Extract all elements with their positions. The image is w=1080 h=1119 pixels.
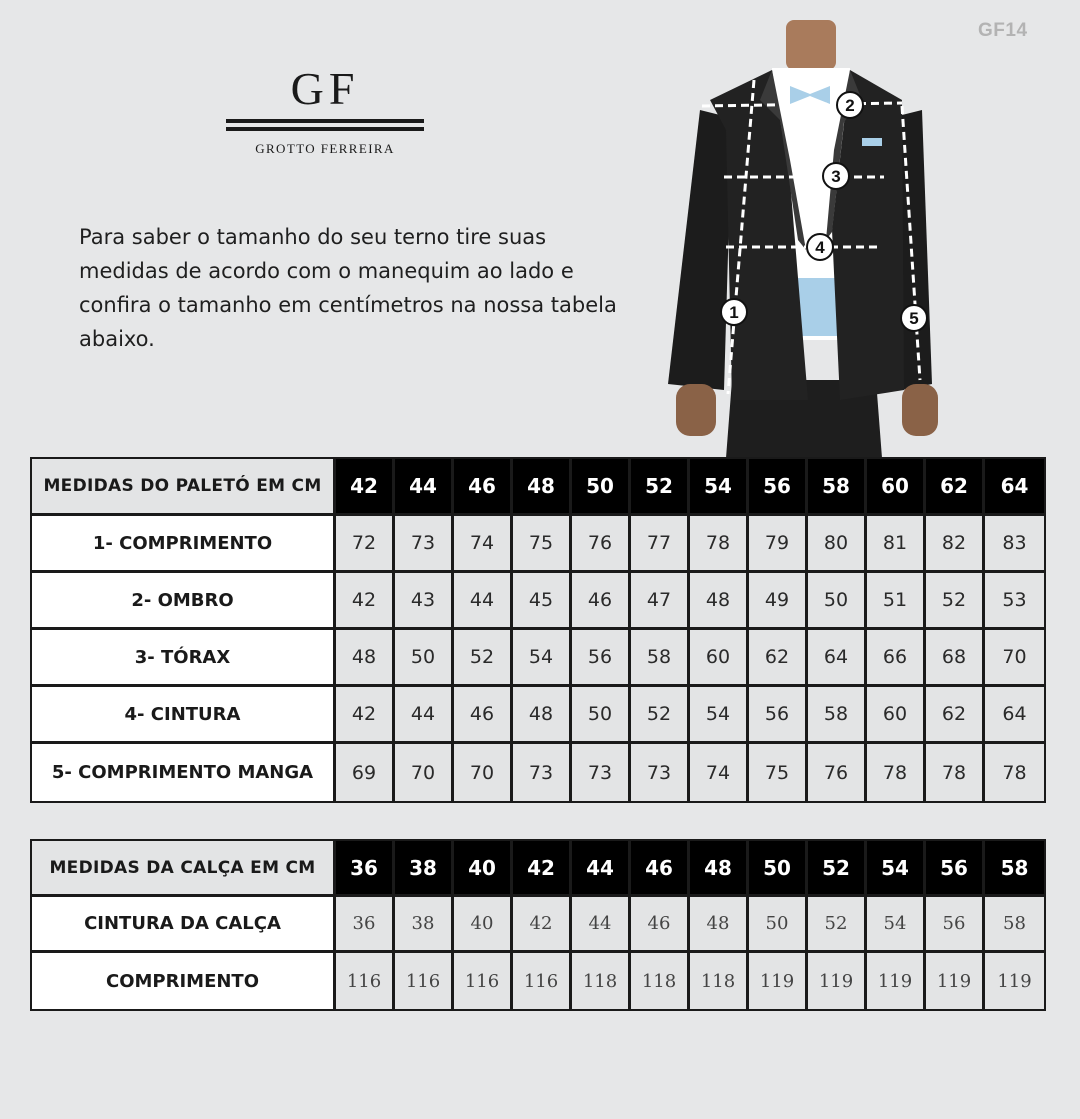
measurement-cell: 78 [926,744,985,801]
row-label: 1- COMPRIMENTO [32,516,336,573]
measurement-cell: 73 [395,516,454,573]
logo-lines [226,119,424,131]
marker-5 [901,305,927,331]
measurement-cell: 62 [926,687,985,744]
measurement-cell: 118 [631,953,690,1009]
table-header-row [32,459,1044,516]
measurement-cell: 48 [513,687,572,744]
measurement-cell: 62 [749,630,808,687]
size-header-cell: 56 [926,841,985,897]
left-sleeve-shape [668,110,732,390]
measurement-cell: 75 [749,744,808,801]
measurement-cell: 54 [513,630,572,687]
marker-1 [721,299,747,325]
measurement-cell: 44 [395,687,454,744]
measurement-cell: 46 [631,897,690,953]
row-label: 3- TÓRAX [32,630,336,687]
measurement-cell: 48 [336,630,395,687]
measurement-cell: 58 [631,630,690,687]
measurement-cell: 52 [808,897,867,953]
pocket-square [862,138,882,146]
measurement-cell: 50 [749,897,808,953]
size-header-cell: 52 [808,841,867,897]
measurement-cell: 50 [572,687,631,744]
measurement-cell: 50 [395,630,454,687]
measurement-cell: 44 [572,897,631,953]
measurement-cell: 44 [454,573,513,630]
measurement-cell: 45 [513,573,572,630]
measurement-cell: 76 [808,744,867,801]
measurement-cell: 51 [867,573,926,630]
measurement-cell: 66 [867,630,926,687]
measurement-cell: 78 [985,744,1044,801]
measurement-cell: 68 [926,630,985,687]
marker-1-label: 1 [729,303,739,322]
row-label: CINTURA DA CALÇA [32,897,336,953]
left-hand-shape [676,384,716,436]
measurement-cell: 118 [572,953,631,1009]
measurement-cell: 52 [926,573,985,630]
size-header-cell: 36 [336,841,395,897]
size-header-cell: 40 [454,841,513,897]
measurement-cell: 53 [985,573,1044,630]
measurement-cell: 76 [572,516,631,573]
intro-text: Para saber o tamanho do seu terno tire suas medidas de acordo com o manequim ao lado e confira o tamanho em centímetros na nossa tabela abaixo. [79,225,617,351]
size-header-cell: 54 [690,459,749,516]
logo-line [226,119,424,123]
size-header-cell: 44 [572,841,631,897]
measurement-cell: 69 [336,744,395,801]
size-header-cell: 46 [454,459,513,516]
measurement-cell: 72 [336,516,395,573]
marker-3 [823,163,849,189]
measurement-cell: 60 [867,687,926,744]
measurement-cell: 48 [690,573,749,630]
measurement-cell: 38 [395,897,454,953]
size-header-cell: 52 [631,459,690,516]
brand-logo [226,64,424,157]
neck-shape [786,20,836,70]
measurement-cell: 78 [867,744,926,801]
row-label: 4- CINTURA [32,687,336,744]
measurement-cell: 82 [926,516,985,573]
marker-3-label: 3 [831,167,841,186]
measurement-cell: 73 [513,744,572,801]
marker-2-label: 2 [845,96,855,115]
size-header-cell: 60 [867,459,926,516]
measurement-cell: 119 [926,953,985,1009]
measurement-cell: 56 [572,630,631,687]
size-header-cell: 56 [749,459,808,516]
row-label: COMPRIMENTO [32,953,336,1009]
measurement-cell: 73 [631,744,690,801]
pants-size-table [30,839,1046,1011]
measurement-cell: 64 [985,687,1044,744]
table-row [32,897,1044,953]
measurement-cell: 79 [749,516,808,573]
measurement-cell: 74 [454,516,513,573]
product-code: GF14 [978,20,1028,41]
table-header-label: MEDIDAS DO PALETÓ EM CM [32,459,336,516]
marker-4 [807,234,833,260]
measurement-cell: 70 [985,630,1044,687]
measurement-cell: 74 [690,744,749,801]
measurement-cell: 119 [985,953,1044,1009]
measurement-cell: 81 [867,516,926,573]
measurement-cell: 42 [336,573,395,630]
size-header-cell: 42 [513,841,572,897]
measurement-cell: 80 [808,516,867,573]
measurement-cell: 58 [808,687,867,744]
measurement-cell: 56 [749,687,808,744]
measurement-cell: 52 [454,630,513,687]
size-header-cell: 58 [808,459,867,516]
measurement-cell: 77 [631,516,690,573]
measurement-cell: 52 [631,687,690,744]
measurement-cell: 83 [985,516,1044,573]
measurement-cell: 36 [336,897,395,953]
table-row [32,744,1044,801]
size-header-cell: 50 [749,841,808,897]
measurement-cell: 43 [395,573,454,630]
jacket-size-table [30,457,1046,803]
mannequin-svg [640,0,960,458]
table-row [32,516,1044,573]
measurement-cell: 70 [395,744,454,801]
measurement-cell: 60 [690,630,749,687]
measurement-cell: 64 [808,630,867,687]
measurement-cell: 75 [513,516,572,573]
table-header-label: MEDIDAS DA CALÇA EM CM [32,841,336,897]
measurement-cell: 119 [867,953,926,1009]
logo-name: GROTTO FERREIRA [255,141,395,156]
table-row [32,630,1044,687]
measurement-cell: 116 [454,953,513,1009]
size-header-cell: 50 [572,459,631,516]
table-header-row [32,841,1044,897]
size-header-cell: 58 [985,841,1044,897]
measurement-cell: 46 [572,573,631,630]
measurement-cell: 54 [690,687,749,744]
size-header-cell: 42 [336,459,395,516]
table-row [32,953,1044,1009]
logo-mark: GF [290,63,360,114]
measurement-cell: 118 [690,953,749,1009]
measurement-cell: 46 [454,687,513,744]
measurement-cell: 56 [926,897,985,953]
size-header-cell: 38 [395,841,454,897]
measurement-cell: 40 [454,897,513,953]
marker-2 [837,92,863,118]
measurement-cell: 47 [631,573,690,630]
measurement-cell: 58 [985,897,1044,953]
size-header-cell: 44 [395,459,454,516]
size-header-cell: 48 [690,841,749,897]
table-row [32,687,1044,744]
measurement-cell: 54 [867,897,926,953]
measurement-cell: 73 [572,744,631,801]
measurement-cell: 70 [454,744,513,801]
measurement-cell: 119 [749,953,808,1009]
marker-5-label: 5 [909,309,919,328]
mannequin-illustration [640,0,960,458]
measurement-cell: 78 [690,516,749,573]
size-header-cell: 54 [867,841,926,897]
measurement-cell: 116 [513,953,572,1009]
measurement-cell: 116 [395,953,454,1009]
row-label: 2- OMBRO [32,573,336,630]
measurement-cell: 42 [336,687,395,744]
size-header-cell: 46 [631,841,690,897]
measurement-cell: 116 [336,953,395,1009]
right-hand-shape [902,384,938,436]
measurement-cell: 49 [749,573,808,630]
measurement-cell: 48 [690,897,749,953]
logo-line [226,127,424,131]
size-header-cell: 64 [985,459,1044,516]
measurement-cell: 42 [513,897,572,953]
row-label: 5- COMPRIMENTO MANGA [32,744,336,801]
marker-4-label: 4 [815,238,825,257]
measurement-cell: 50 [808,573,867,630]
table-row [32,573,1044,630]
size-header-cell: 62 [926,459,985,516]
measurement-cell: 119 [808,953,867,1009]
size-header-cell: 48 [513,459,572,516]
